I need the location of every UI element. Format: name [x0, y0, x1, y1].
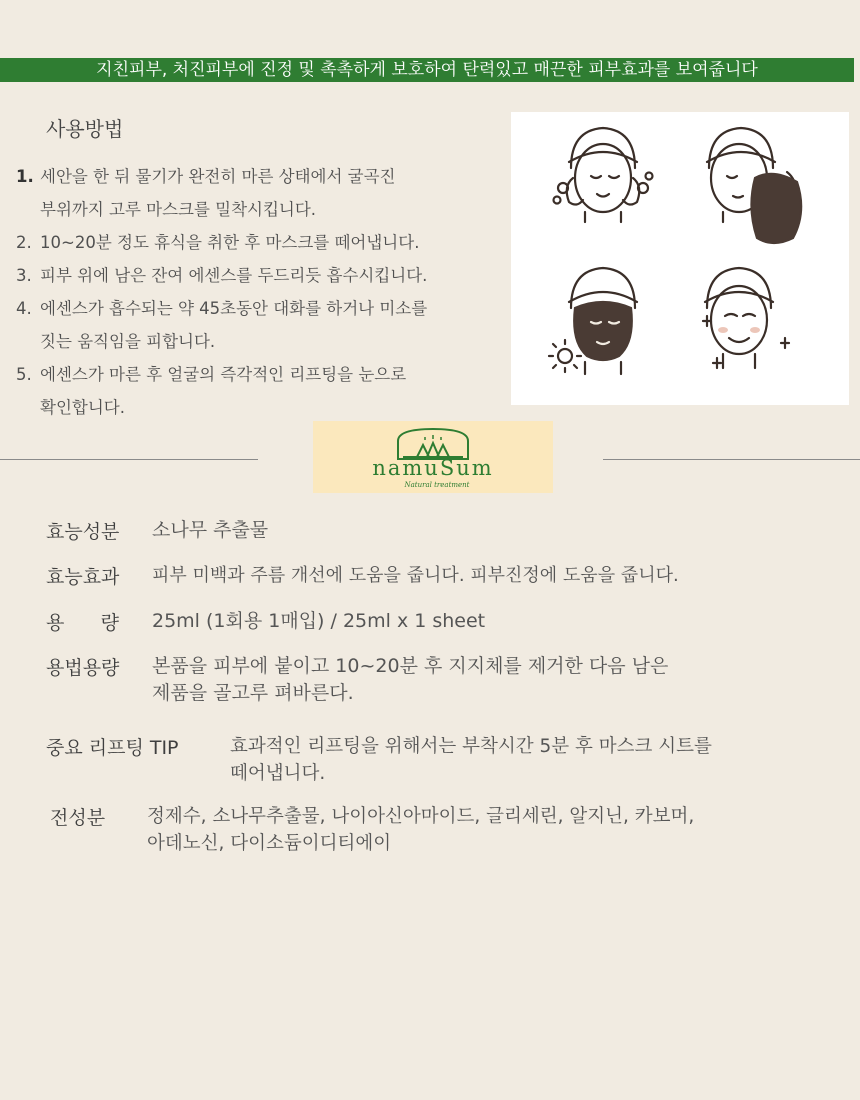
- usage-step: [16, 259, 511, 292]
- spec-label: 효능성분: [46, 521, 120, 543]
- step-text: 에센스가 흡수되는 약 45초동안 대화를 하거나 미소를: [40, 299, 428, 318]
- spec-volume: [46, 608, 485, 635]
- usage-step: [16, 160, 511, 226]
- step-number: 4.: [16, 299, 32, 318]
- brand-logo: [313, 421, 553, 493]
- usage-title: 사용방법: [46, 117, 124, 141]
- step-text: 피부 위에 남은 잔여 에센스를 두드리듯 흡수시킵니다.: [40, 266, 428, 285]
- spec-value: 떼어냅니다.: [230, 763, 326, 784]
- step-text: 확인합니다.: [40, 398, 125, 417]
- spec-tip: [46, 733, 712, 787]
- usage-illustration: [511, 112, 849, 405]
- divider-right: [603, 459, 860, 460]
- step-number: 5.: [16, 365, 32, 384]
- spec-value: 효과적인 리프팅을 위해서는 부착시간 5분 후 마스크 시트를: [230, 736, 712, 757]
- spec-value: 피부 미백과 주름 개선에 도움을 줍니다. 피부진정에 도움을 줍니다.: [152, 565, 679, 586]
- spec-value: 제품을 골고루 펴바른다.: [152, 682, 354, 704]
- spec-effect: [46, 562, 679, 589]
- spec-method: [46, 653, 668, 707]
- usage-steps: [16, 160, 511, 424]
- spec-label: 전성분: [50, 807, 106, 829]
- mask-on-icon: [549, 268, 637, 374]
- step-number: 2.: [16, 233, 32, 252]
- usage-step: [16, 226, 511, 259]
- spec-value: 정제수, 소나무추출물, 나이아신아마이드, 글리세린, 알지닌, 카보머,: [147, 806, 695, 827]
- step-text: 부위까지 고루 마스크를 밀착시킵니다.: [40, 200, 317, 219]
- face-washing-icon: [554, 128, 653, 222]
- divider-left: [0, 459, 258, 460]
- logo-tagline: Natural treatment: [404, 481, 470, 489]
- spec-label: 용 량: [46, 612, 119, 634]
- step-text: 세안을 한 뒤 물기가 완전히 마른 상태에서 굴곡진: [40, 167, 396, 186]
- step-text: 10~20분 정도 휴식을 취한 후 마스크를 떼어냅니다.: [40, 233, 420, 252]
- step-number: 1.: [16, 167, 34, 186]
- spec-label: 중요 리프팅 TIP: [46, 737, 179, 759]
- spec-value: 소나무 추출물: [152, 519, 269, 541]
- usage-step: [16, 358, 511, 424]
- step-text: 에센스가 마른 후 얼굴의 즉각적인 리프팅을 눈으로: [40, 365, 407, 384]
- logo-brand: namuSum: [372, 456, 494, 480]
- spec-value: 25ml (1회용 1매입) / 25ml x 1 sheet: [152, 610, 486, 632]
- spec-ingredient: [46, 517, 268, 544]
- spec-value: 본품을 피부에 붙이고 10~20분 후 지지체를 제거한 다음 남은: [152, 655, 669, 677]
- usage-step: [16, 292, 511, 358]
- step-number: 3.: [16, 266, 32, 285]
- top-banner: 지친피부, 처진피부에 진정 및 촉촉하게 보호하여 탄력있고 매끈한 피부효과를 보여줍니다: [0, 58, 854, 82]
- spec-label: 효능효과: [46, 566, 120, 588]
- lifted-face-icon: [703, 268, 789, 368]
- spec-label: 용법용량: [46, 657, 120, 679]
- spec-value: 아데노신, 다이소듐이디티에이: [147, 833, 392, 854]
- step-text: 짓는 움직임을 피합니다.: [40, 332, 216, 351]
- spec-full-ingredients: [50, 803, 694, 857]
